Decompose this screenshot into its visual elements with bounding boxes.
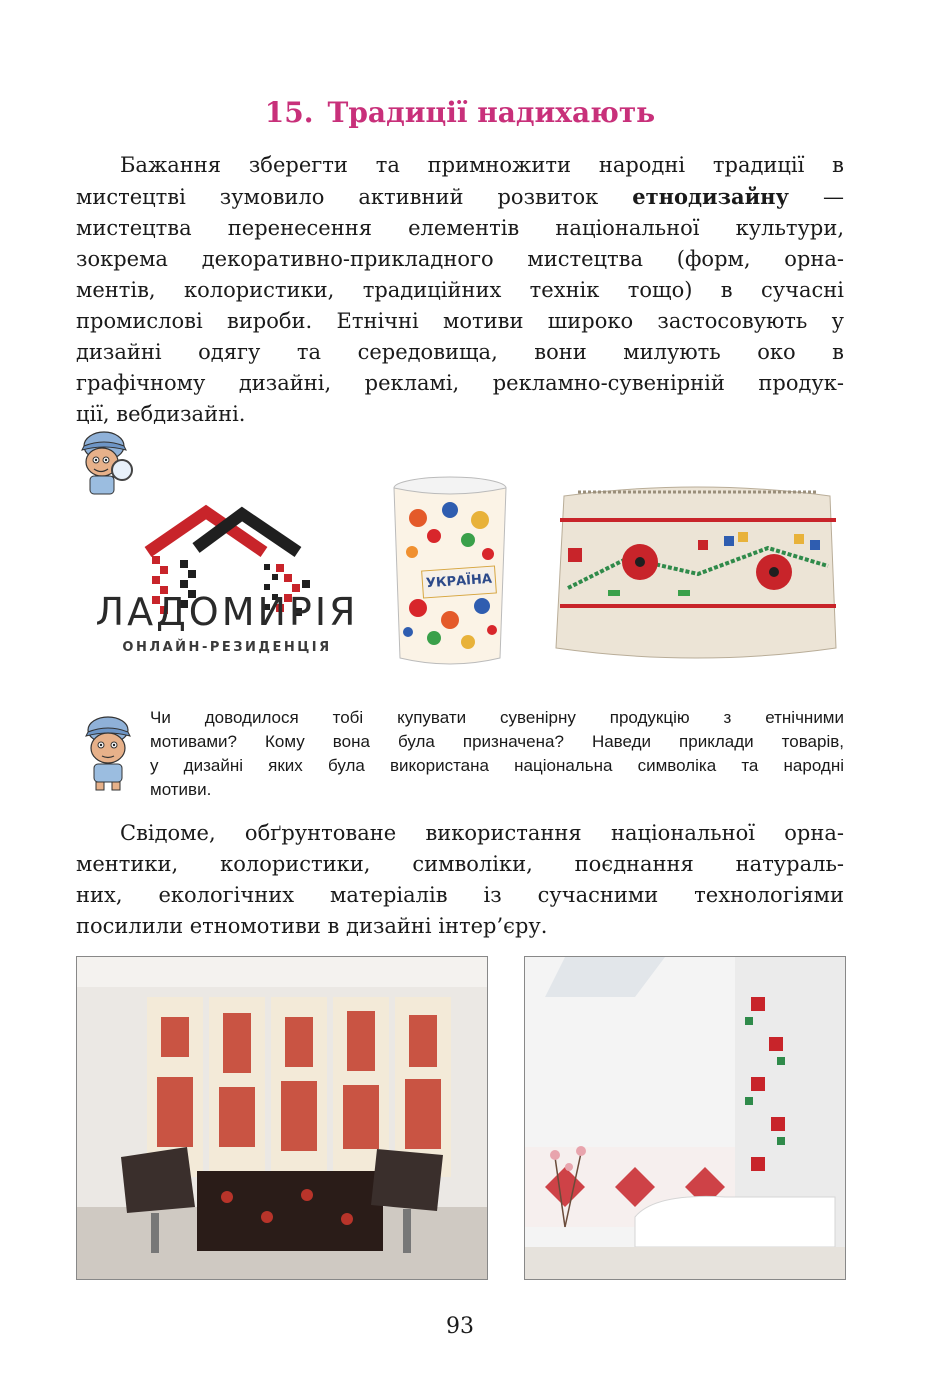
text-line: ментики, колористики, символіки, поєднання натураль-: [76, 852, 844, 876]
question-line: у дизайні яких була використана національна символіка та народні: [150, 756, 844, 775]
text-line: зокрема декоративно-прикладного мистецтва (форм, орна-: [76, 247, 844, 271]
text-line: ментів, колористики, традиційних технік тощо) в сучасні: [76, 278, 844, 302]
text-line: мистецтва перенесення елементів національної культури,: [76, 216, 844, 240]
text-line: мистецтві зумовило активний розвиток етнодизайну —: [76, 184, 844, 209]
text-line: Свідоме, обґрунтоване використання національної орна-: [120, 821, 844, 845]
section-title-text: Традиції надихають: [327, 96, 656, 129]
interior-paragraph: [76, 818, 844, 942]
interior-blinds-illustration: [77, 957, 487, 1279]
text-line: Бажання зберегти та примножити народні традиції в: [120, 153, 844, 177]
intro-paragraph: [76, 150, 844, 430]
logo-name: ЛАДОМИРІЯ: [95, 590, 359, 634]
section-title: [0, 96, 920, 129]
interior-photo-wall: [524, 956, 846, 1280]
mug-label: УКРАЇНА: [421, 565, 497, 598]
text-line: них, екологічних матеріалів із сучасними технологіями: [76, 883, 844, 907]
bold-term: етнодизайну: [632, 184, 789, 209]
page-number: 93: [446, 1314, 474, 1339]
embroidered-bag-image: [548, 478, 844, 664]
section-number: 15.: [264, 96, 314, 129]
question-line: Чи доводилося тобі купувати сувенірну продукцію з етнічними: [150, 708, 844, 727]
question-line: мотивами? Кому вона була призначена? Наведи приклади товарів,: [150, 732, 844, 751]
interior-wall-illustration: [525, 957, 845, 1279]
text-line: промислові вироби. Етнічні мотиви широко застосовують у: [76, 309, 844, 333]
question-line: мотиви.: [150, 780, 212, 799]
interior-photo-blinds: [76, 956, 488, 1280]
text-line: дизайні одягу та середовища, вони милують око в: [76, 340, 844, 364]
text-line: графічному дизайні, рекламі, рекламно-сувенірній продук-: [76, 371, 844, 395]
mascot-thinking-icon: [78, 712, 140, 792]
logo-subtitle: ОНЛАЙН-РЕЗИДЕНЦІЯ: [122, 640, 332, 655]
discussion-question: [150, 706, 844, 802]
text-line: ції, вебдизайні.: [76, 402, 246, 426]
text-line: посилили етномотиви в дизайні інтер’єру.: [76, 914, 548, 938]
